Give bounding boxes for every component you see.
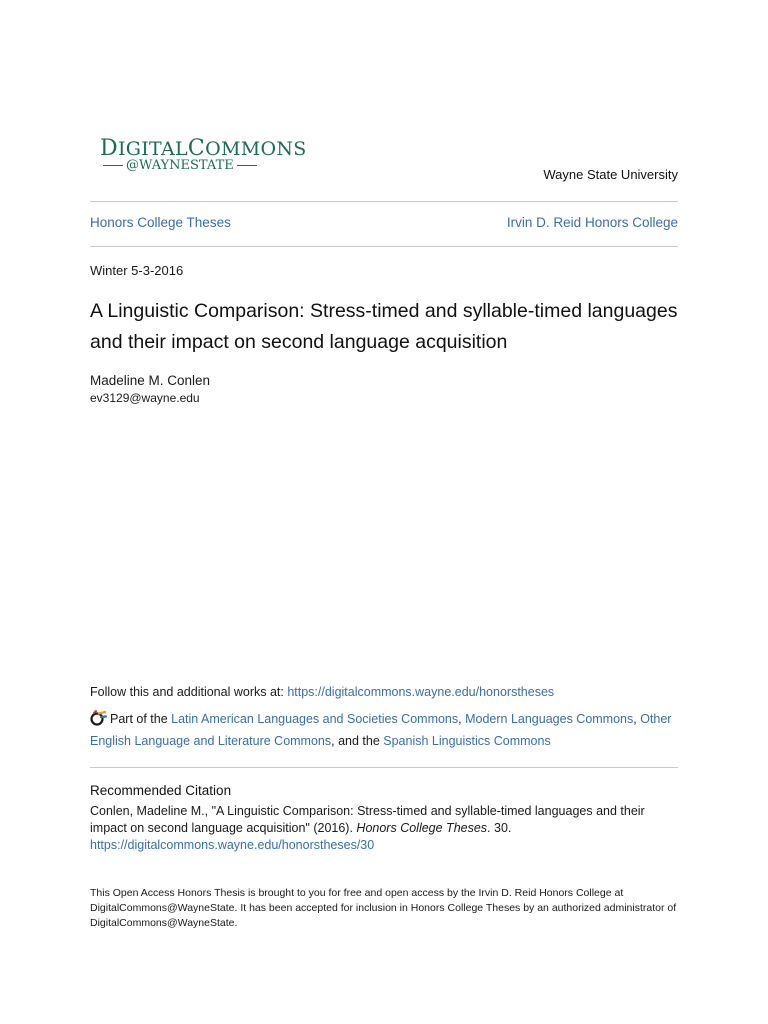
institution-name: Wayne State University [543,167,678,182]
logo-subline: @WAYNESTATE [100,158,260,173]
digitalcommons-logo[interactable] [90,136,307,176]
commons-link-modern-languages[interactable]: Modern Languages Commons [465,712,634,726]
series-link[interactable]: Honors College Theses [90,215,231,230]
repository-link[interactable]: https://digitalcommons.wayne.edu/honorstheses [287,685,555,699]
author-name: Madeline M. Conlen [90,373,211,388]
citation-series: Honors College Theses [356,821,488,835]
follow-line: Follow this and additional works at: https://digitalcommons.wayne.edu/honorstheses [90,685,555,699]
divider [90,767,678,768]
part-of-commons: Part of the Latin American Languages and Societies Commons, Modern Languages Commons, Other English Language and Literature Commons, and the Spanish Linguistics Commons [90,712,672,748]
divider [90,246,678,247]
logo-wordmark: DIGITALCOMMONS [100,136,307,161]
commons-link-latin-american[interactable]: Latin American Languages and Societies Commons [171,712,459,726]
commons-link-other-english[interactable]: Other English Language and Literature Commons [90,712,672,748]
author-email: ev3129@wayne.edu [90,391,200,405]
logo-rule-left [103,165,123,167]
open-access-notice: This Open Access Honors Thesis is brought to you for free and open access by the Irvin D. Reid Honors College at DigitalCommons@WayneState. It has been accepted for inclusion in Honors College Theses by an authorized administrator of DigitalCommons@WayneState. [90,887,677,929]
logo-rule-right [237,165,257,167]
commons-link-spanish-linguistics[interactable]: Spanish Linguistics Commons [383,734,551,748]
open-access-icon [90,710,108,726]
thesis-title: A Linguistic Comparison: Stress-timed and syllable-timed languages and their impact on second language acquisition [90,300,678,353]
citation-url-link[interactable]: https://digitalcommons.wayne.edu/honorstheses/30 [90,838,375,852]
divider [90,201,678,202]
citation-text: Conlen, Madeline M., "A Linguistic Comparison: Stress-timed and syllable-timed languages and their impact on second language acquisition" (2016). Honors College Theses. 30. https://digitalcommons.wayne.edu/honorstheses/30 [90,804,645,852]
recommended-citation-heading: Recommended Citation [90,783,232,798]
publication-date: Winter 5-3-2016 [90,263,184,278]
college-link[interactable]: Irvin D. Reid Honors College [506,215,678,230]
